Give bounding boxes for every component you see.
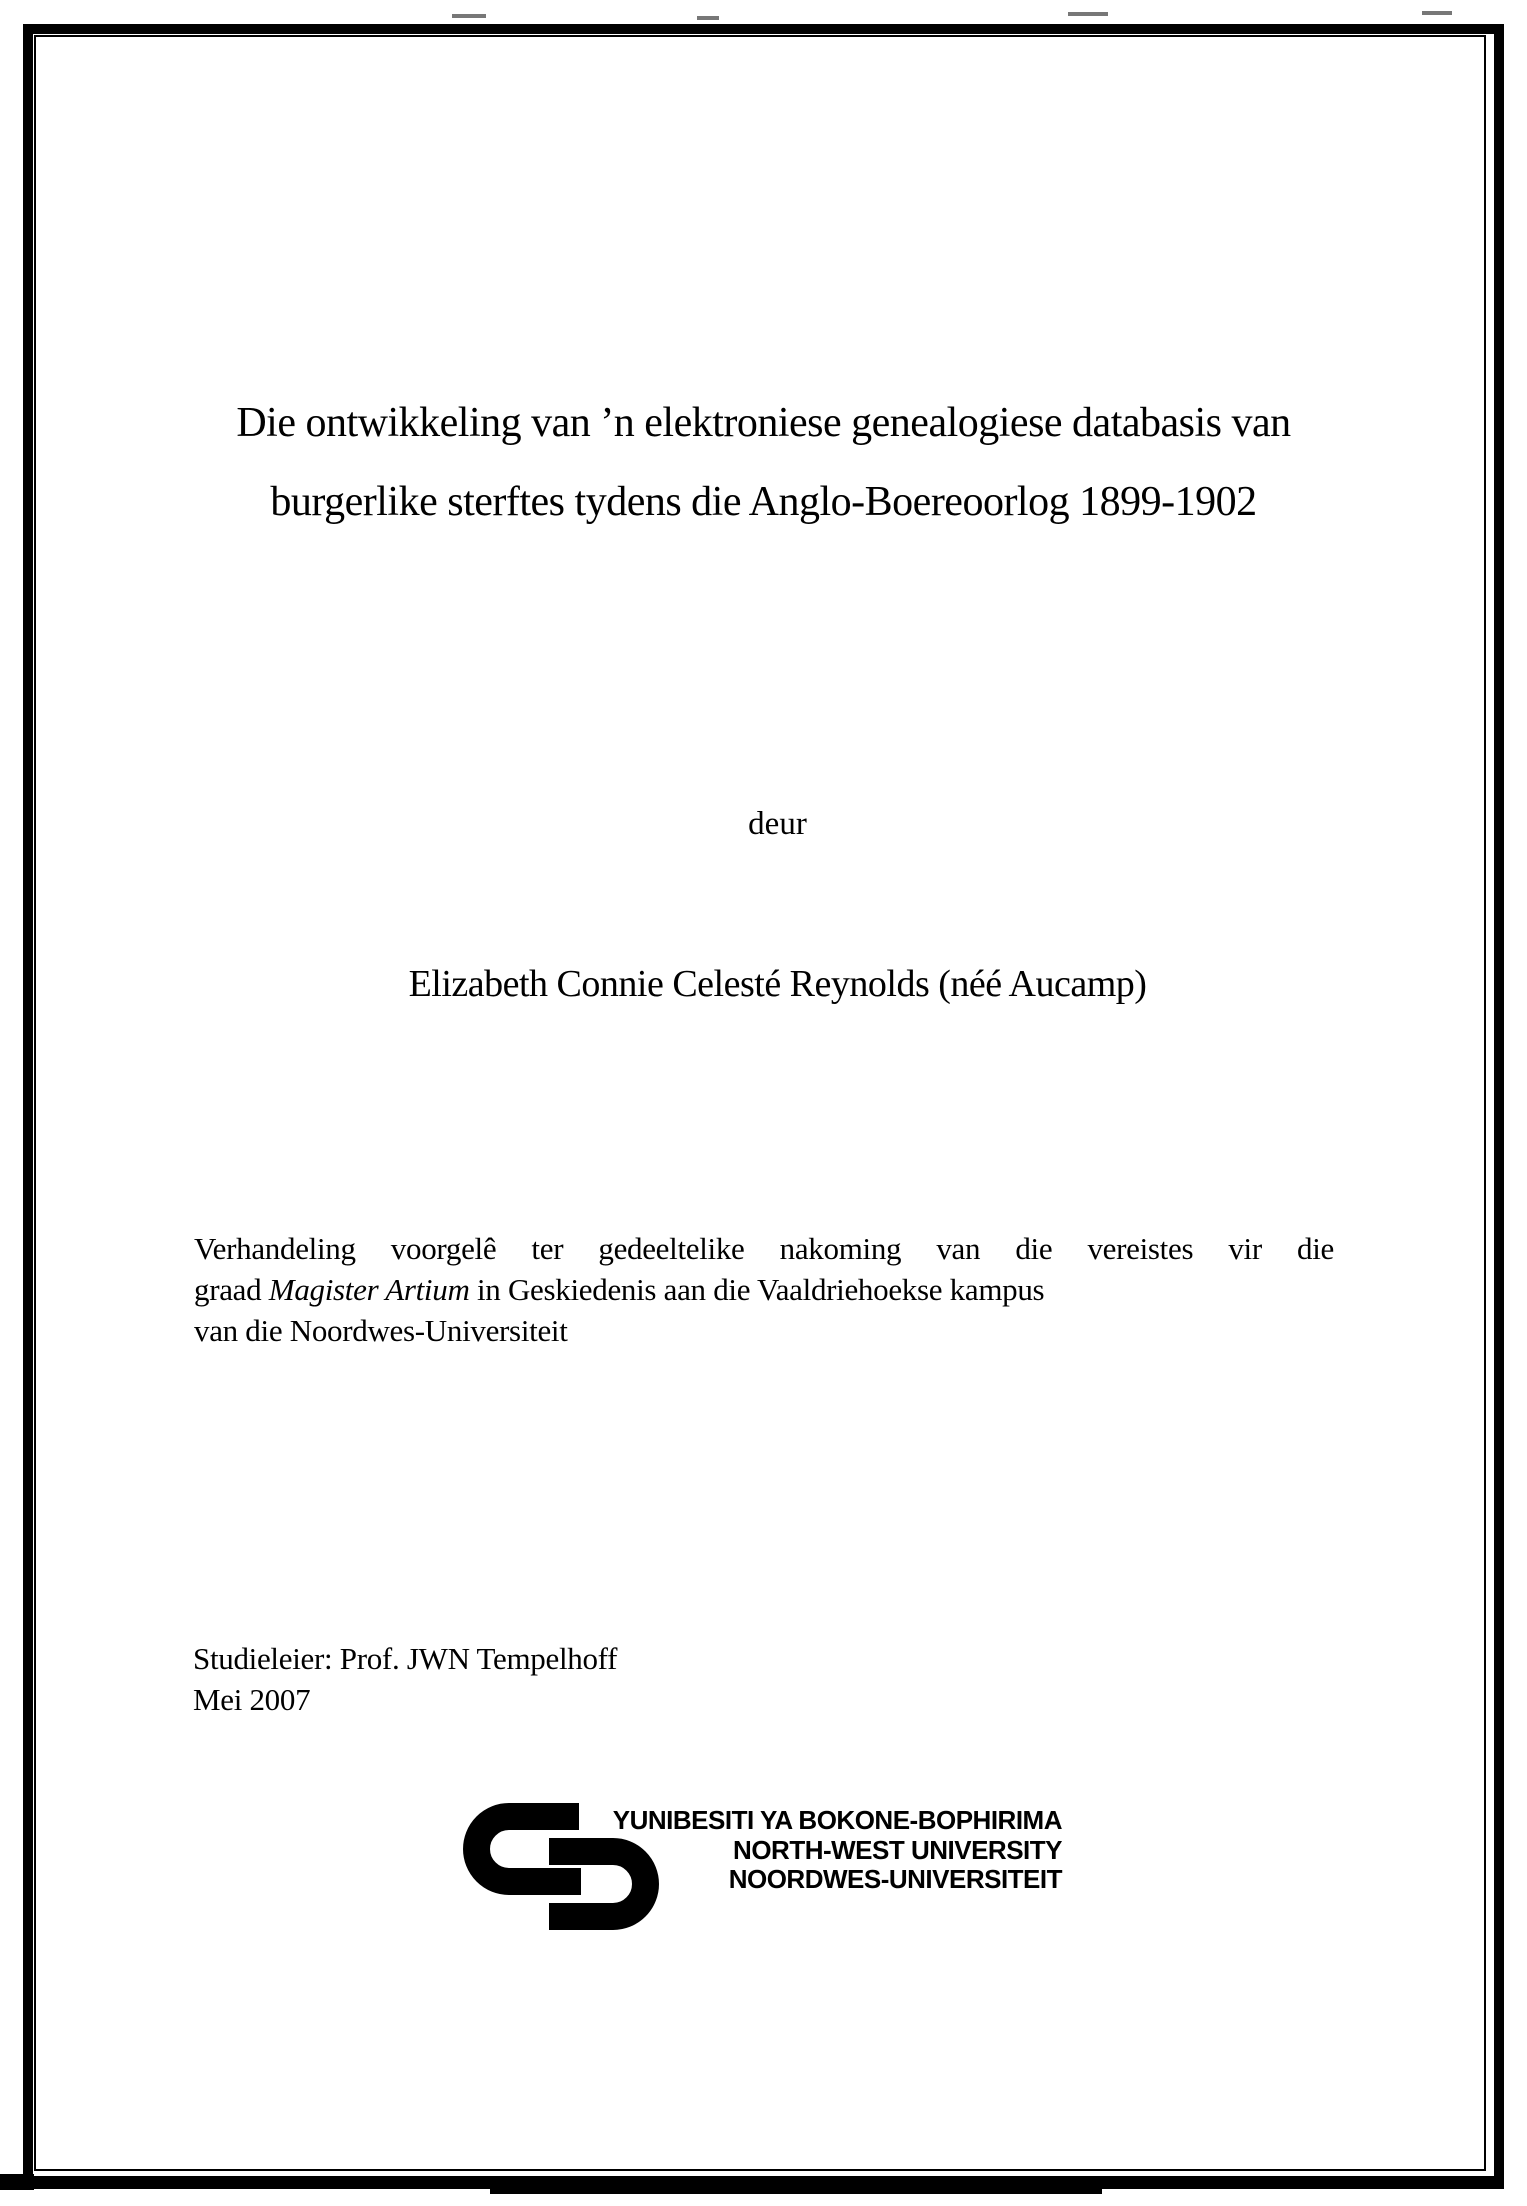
author-name: Elizabeth Connie Celesté Reynolds (néé Aucamp) [408,963,1147,1005]
degree-title-italic: Magister Artium [268,1272,470,1307]
degree-statement-line1: Verhandeling voorgelê ter gedeeltelike nakoming van die vereistes vir die [194,1231,1334,1266]
thesis-title-line2: burgerlike sterftes tydens die Anglo-Boereoorlog 1899-1902 [270,479,1257,525]
degree-statement-line2-pre: graad [194,1272,269,1307]
scan-artifact [1068,12,1108,16]
thesis-title-line1: Die ontwikkeling van ’n elektroniese genealogiese databasis van [236,400,1291,446]
scan-artifact [452,14,486,18]
byline: deur [748,806,807,842]
date-line: Mei 2007 [193,1682,311,1717]
scan-artifact [1422,11,1452,15]
supervisor-block [193,1638,617,1720]
university-name-afrikaans: NOORDWES-UNIVERSITEIT [728,1864,1062,1894]
university-name-setswana: YUNIBESITI YA BOKONE-BOPHIRIMA [612,1805,1062,1835]
degree-statement-line3: van die Noordwes-Universiteit [194,1313,568,1348]
degree-statement-line2-post: in Geskiedenis aan die Vaaldriehoekse kampus [469,1272,1045,1307]
thesis-title [36,384,1491,542]
university-logo-text [585,1806,1062,1895]
supervisor-line: Studieleier: Prof. JWN Tempelhoff [193,1641,618,1676]
degree-statement-line2 [194,1269,1334,1310]
scan-artifact [697,16,719,20]
degree-statement [194,1228,1334,1351]
university-name-english: NORTH-WEST UNIVERSITY [733,1834,1062,1865]
scan-artifact [490,2188,1102,2194]
